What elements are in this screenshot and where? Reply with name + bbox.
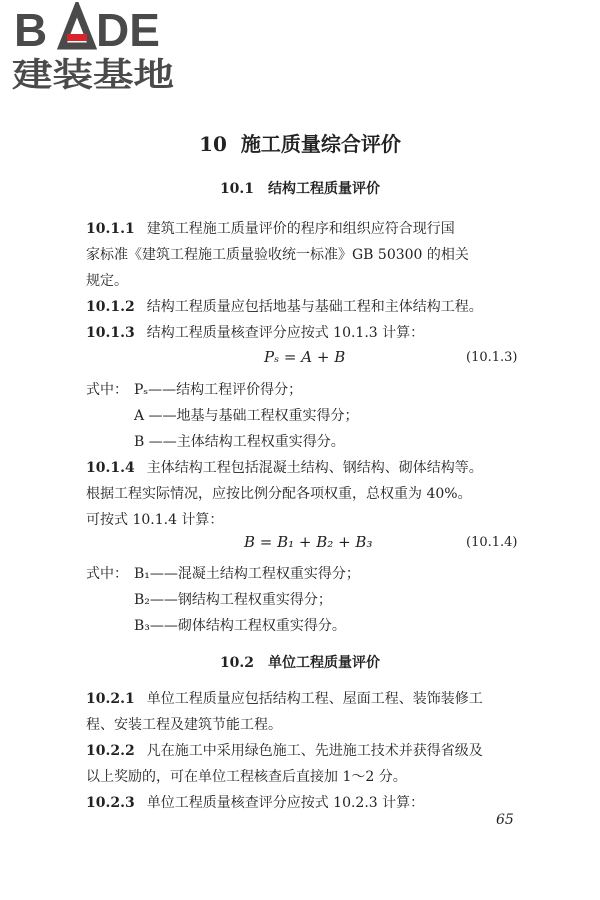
clause-number: 10.1.2 [86,299,135,315]
logo-mark-icon [62,8,92,46]
section-heading [0,178,600,198]
clause-line: 规定。 [86,273,128,289]
logo-subtitle: 建装基地 [12,55,174,94]
variable-definition: B₂——钢结构工程权重实得分； [134,592,332,608]
chapter-heading [0,128,600,157]
clause-number: 10.1.4 [86,460,135,476]
clause-10-2-1 [86,688,483,708]
chapter-title: 施工质量综合评价 [240,132,401,156]
clause-number: 10.1.1 [86,221,135,237]
clause-number: 10.2.2 [86,743,135,759]
clause-text: 结构工程质量核查评分应按式 10.1.3 计算： [146,325,425,341]
clause-number: 10.1.3 [86,325,135,341]
equation-number: (10.1.4) [466,535,518,550]
page-number: 65 [496,812,514,828]
clause-number: 10.2.3 [86,795,135,811]
clause-number: 10.2.1 [86,691,135,707]
equation-number: (10.1.3) [466,350,518,365]
logo [10,2,180,94]
equation-10-1-4: B = B₁ + B₂ + B₃ [244,533,373,551]
clause-text: 建筑工程施工质量评价的程序和组织应符合现行国 [146,221,455,237]
clause-line: 以上奖励的，可在单位工程核查后直接加 1～2 分。 [86,769,407,785]
logo-letters-de: DE [96,4,160,56]
equation-10-1-3: Pₛ = A + B [264,348,346,366]
clause-10-2-3 [86,792,424,812]
clause-text: 凡在施工中采用绿色施工、先进施工技术并获得省级及 [146,743,483,759]
section-number: 10.2 [219,655,255,671]
variable-definition: A ——地基与基础工程权重实得分； [134,408,359,424]
logo-letter-b: B [14,4,48,56]
clause-10-1-3 [86,322,424,342]
where-label: 式中： [86,382,128,398]
variable-definition: B₁——混凝土结构工程权重实得分； [134,566,360,582]
clause-line: 根据工程实际情况，应按比例分配各项权重，总权重为 40%。 [86,486,472,502]
clause-text: 单位工程质量核查评分应按式 10.2.3 计算： [146,795,425,811]
clause-text: 主体结构工程包括混凝土结构、钢结构、砌体结构等。 [146,460,483,476]
variable-definition: B₃——砌体结构工程权重实得分。 [134,618,346,634]
clause-10-1-2 [86,296,483,316]
section-heading [0,652,600,672]
clause-line: 家标准《建筑工程施工质量验收统一标准》GB 50300 的相关 [86,247,469,263]
variable-definition: Pₛ——结构工程评价得分； [134,382,303,398]
section-title: 单位工程质量评价 [268,655,381,671]
chapter-number: 10 [199,132,227,156]
clause-line: 程、安装工程及建筑节能工程。 [86,717,282,733]
where-label: 式中： [86,566,128,582]
section-title: 结构工程质量评价 [268,181,381,197]
clause-line: 可按式 10.1.4 计算： [86,512,224,528]
clause-10-1-1 [86,218,455,238]
clause-10-1-4 [86,457,483,477]
clause-10-2-2 [86,740,483,760]
variable-definition: B ——主体结构工程权重实得分。 [134,434,345,450]
clause-text: 单位工程质量应包括结构工程、屋面工程、装饰装修工 [146,691,483,707]
clause-text: 结构工程质量应包括地基与基础工程和主体结构工程。 [146,299,483,315]
section-number: 10.1 [219,181,255,197]
